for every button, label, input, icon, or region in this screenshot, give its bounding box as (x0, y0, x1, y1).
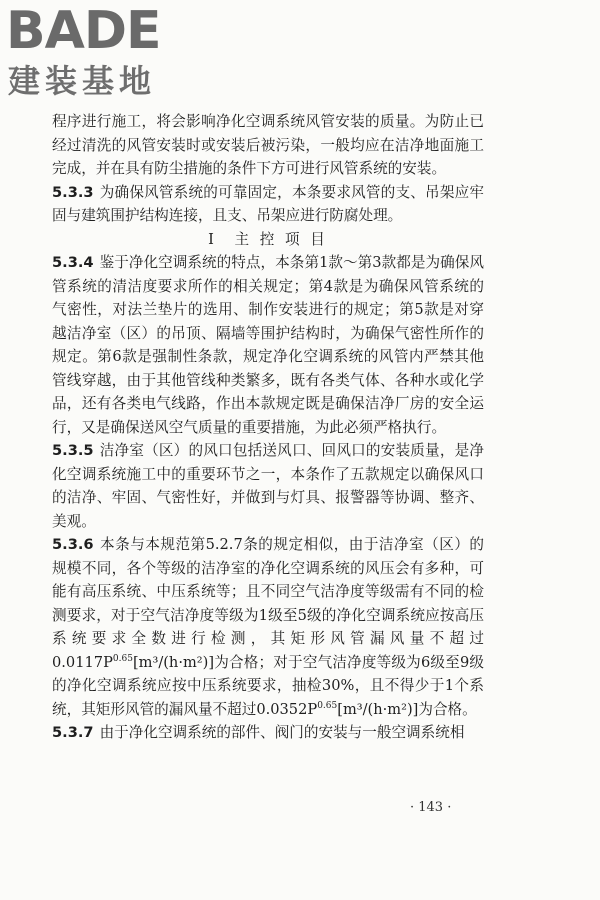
clause-5-3-4 (52, 251, 484, 439)
clause-text-part-a: 本条与本规范第5.2.7条的规定相似，由于洁净室（区）的规模不同，各个等级的洁净室的净化空调系统的风压会有多种，可能有高压系统、中压系统等；且不同空气洁净度等级需有不同的检测要求，对于空气洁净度等级为1级至5级的净化空调系统应按高压系统要求全数进行检测，其矩形风管漏风量不超过0.0117P (52, 536, 484, 671)
clause-text-part-b: [m³/(h·m²)]为合格；对于空气洁净度等级为6级至9级的净化空调系统应按中压系统要求，抽检30%，且不得少于1个系统，其矩形风管的漏风量不超过0.0352P (52, 653, 484, 718)
clause-number: 5.3.6 (52, 536, 94, 553)
logo-subtitle: 建装基地 (8, 62, 157, 100)
brand-logo (6, 4, 176, 100)
clause-text: 鉴于净化空调系统的特点，本条第1款～第3款都是为确保风管系统的清洁度要求所作的相关规定；第4款是为确保风管系统的气密性，对法兰垫片的选用、制作安装进行的规定；第5款是对穿越洁净室（区）的吊顶、隔墙等围护结构时，为确保气密性所作的规定。第6款是强制性条款，规定净化空调系统的风管内严禁其他管线穿越，由于其他管线种类繁多，既有各类气体、各种水或化学品，还有各类电气线路，作出本款规定既是确保洁净厂房的安全运行，又是确保送风空气质量的重要措施，为此必须严格执行。 (52, 254, 484, 436)
clause-number: 5.3.4 (52, 254, 94, 271)
exponent: 0.65 (317, 700, 338, 711)
clause-text: 由于净化空调系统的部件、阀门的安装与一般空调系统相 (99, 724, 465, 741)
logo-brand-text: BADE (6, 4, 161, 54)
clause-text: 洁净室（区）的风口包括送风口、回风口的安装质量，是净化空调系统施工中的重要环节之一，本条作了五款规定以确保风口的洁净、牢固、气密性好，并做到与灯具、报警器等协调、整齐、美观。 (52, 442, 484, 530)
clause-number: 5.3.7 (52, 724, 94, 741)
page-number: · 143 · (410, 800, 452, 815)
clause-number: 5.3.5 (52, 442, 94, 459)
clause-text: 为确保风管系统的可靠固定，本条要求风管的支、吊架应牢固与建筑围护结构连接，且支、吊架应进行防腐处理。 (52, 183, 484, 224)
clause-5-3-3 (52, 181, 484, 228)
section-subheading: Ⅰ 主 控 项 目 (208, 230, 328, 248)
logo-wordmark (6, 4, 176, 54)
exponent: 0.65 (112, 653, 133, 664)
clause-5-3-7 (52, 721, 484, 745)
clause-5-3-6 (52, 533, 484, 721)
paragraph-intro: 程序进行施工，将会影响净化空调系统风管安装的质量。为防止已经过清洗的风管安装时或安装后被污染，一般均应在洁净地面施工完成，并在具有防尘措施的条件下方可进行风管系统的安装。 (52, 113, 484, 177)
document-body (52, 110, 484, 745)
clause-text-part-c: [m³/(h·m²)]为合格。 (337, 700, 477, 718)
clause-5-3-5 (52, 439, 484, 533)
clause-number: 5.3.3 (52, 183, 94, 201)
